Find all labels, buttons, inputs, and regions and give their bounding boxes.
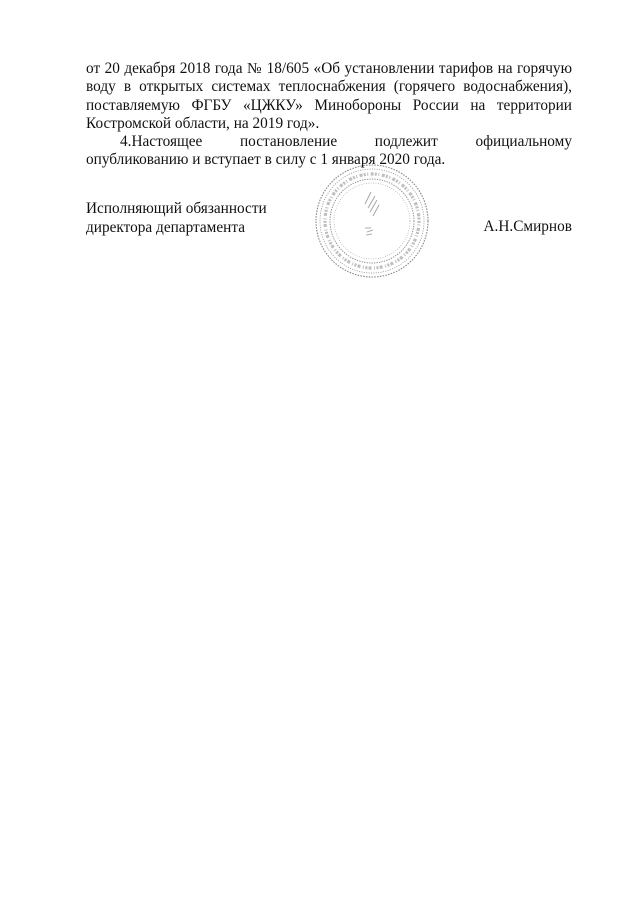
- document-body: [86, 60, 572, 170]
- signatory-position-line-2: директора департамента: [86, 218, 246, 236]
- paragraph-resolution-reference: от 20 декабря 2018 года № 18/605 «Об установлении тарифов на горячую воду в открытых системах теплоснабжения (горячего водоснабжения), поставляемую ФГБУ «ЦЖКУ» Минобороны России на территории Костромской области, на 2019 год».: [86, 60, 572, 132]
- signatory-position: [86, 200, 267, 237]
- signatory-name: А.Н.Смирнов: [483, 218, 572, 235]
- signature-block: [86, 200, 576, 270]
- signatory-position-line-1: Исполняющий обязанности: [86, 200, 267, 217]
- paragraph-effective-date: 4.Настоящее постановление подлежит официальному опубликованию и вступает в силу с 1 января 2020 года.: [86, 133, 572, 169]
